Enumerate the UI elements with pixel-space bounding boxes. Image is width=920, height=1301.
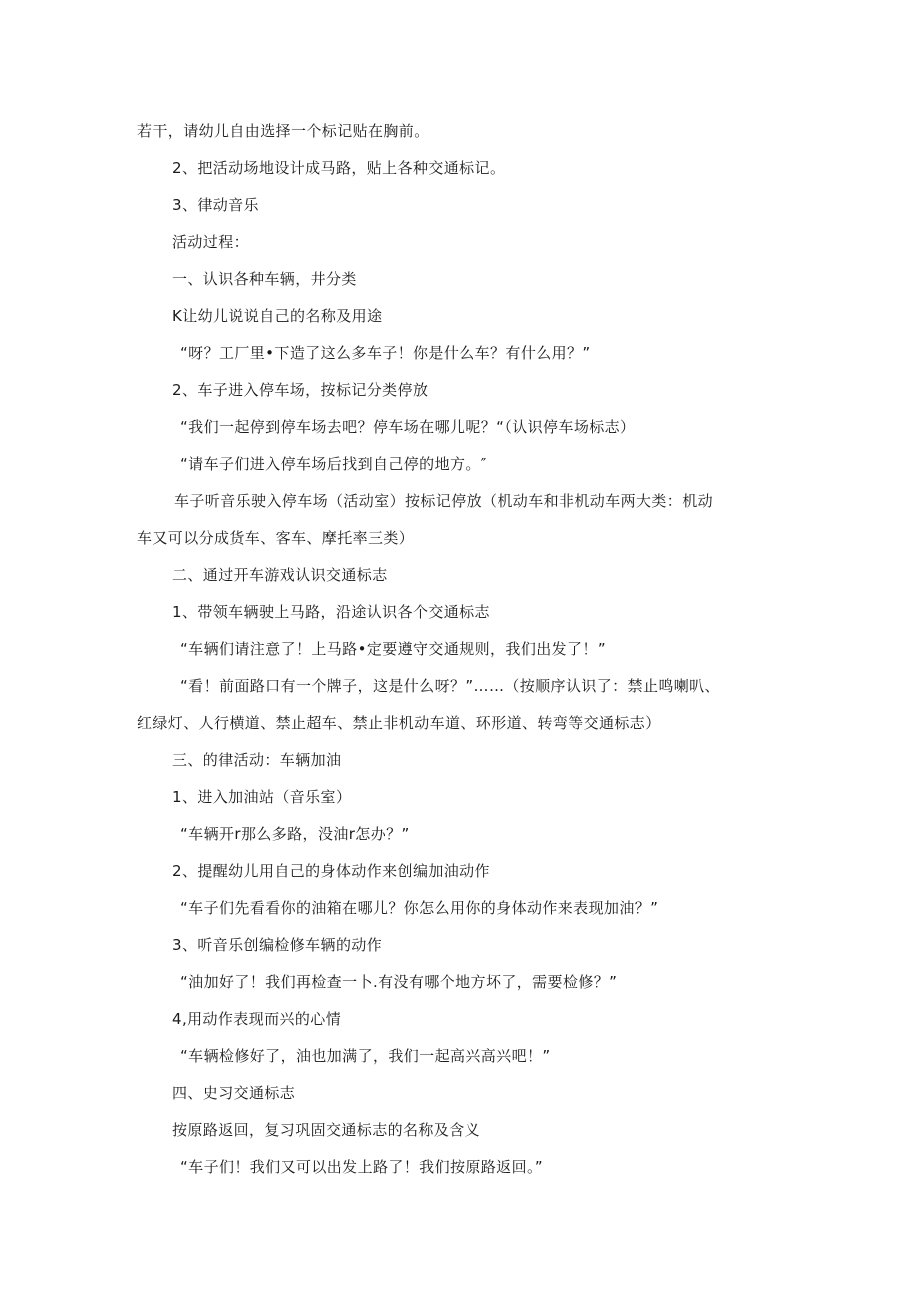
text-line: 3、听音乐创编检修车辆的动作 [172, 936, 383, 954]
text-line: 车子听音乐驶入停车场（活动室）按标记停放（机动车和非机动车两大类：机动 [174, 492, 714, 510]
section-heading: 四、史习交通标志 [172, 1084, 296, 1102]
section-heading: 活动过程： [172, 233, 250, 251]
section-heading: 三、的律活动：车辆加油 [172, 751, 342, 769]
text-line: 2、提醒幼儿用自己的身体动作来创编加油动作 [172, 862, 490, 880]
quote-line: “车辆们请注意了！上马路•定要遵守交通规则，我们出发了！” [180, 640, 606, 658]
text-line: 4,用动作表现而兴的心情 [172, 1010, 342, 1028]
quote-line: “车子们先看看你的油箱在哪儿？你怎么用你的身体动作来表现加油？” [180, 899, 659, 917]
text-line: 若干，请幼儿自由选择一个标记贴在胸前。 [137, 122, 430, 140]
text-line: 3、律动音乐 [172, 196, 259, 214]
quote-line: “车辆开r那么多路，没油r怎办？” [180, 825, 410, 843]
quote-line: “看！前面路口有一个牌子，这是什么呀？”……（按顺序认识了：禁止鸣喇叭、 [180, 677, 720, 695]
text-line: 2、车子进入停车场，按标记分类停放 [172, 381, 429, 399]
quote-line: “油加好了！我们再检查一卜.有没有哪个地方坏了，需要检修？” [180, 973, 618, 991]
quote-line: “车辆检修好了，油也加满了，我们一起高兴高兴吧！” [180, 1047, 551, 1065]
text-line: 1、进入加油站（音乐室） [172, 788, 352, 806]
quote-line: “呀？工厂里•下造了这么多车子！你是什么车？有什么用？” [180, 344, 591, 362]
quote-line: “请车子们进入停车场后找到自己停的地方。″ [180, 455, 487, 473]
text-line: 车又可以分成货车、客车、摩托率三类） [137, 529, 415, 547]
quote-line: “我们一起停到停车场去吧？停车场在哪儿呢？“（认识停车场标志） [180, 418, 636, 436]
text-line: 2、把活动场地设计成马路，贴上各种交通标记。 [172, 159, 506, 177]
text-line: K让幼儿说说自己的名称及用途 [172, 307, 383, 325]
text-line: 1、带领车辆驶上马路，沿途认识各个交通标志 [172, 603, 490, 621]
section-heading: 一、认识各种车辆，井分类 [172, 270, 357, 288]
quote-line: “车子们！我们又可以出发上路了！我们按原路返回。” [180, 1158, 544, 1176]
text-line: 按原路返回，复习巩固交通标志的名称及含义 [172, 1121, 481, 1139]
text-line: 红绿灯、人行横道、禁止超车、禁止非机动车道、环形道、转弯等交通标志） [137, 714, 661, 732]
section-heading: 二、通过开车游戏认识交通标志 [172, 566, 388, 584]
